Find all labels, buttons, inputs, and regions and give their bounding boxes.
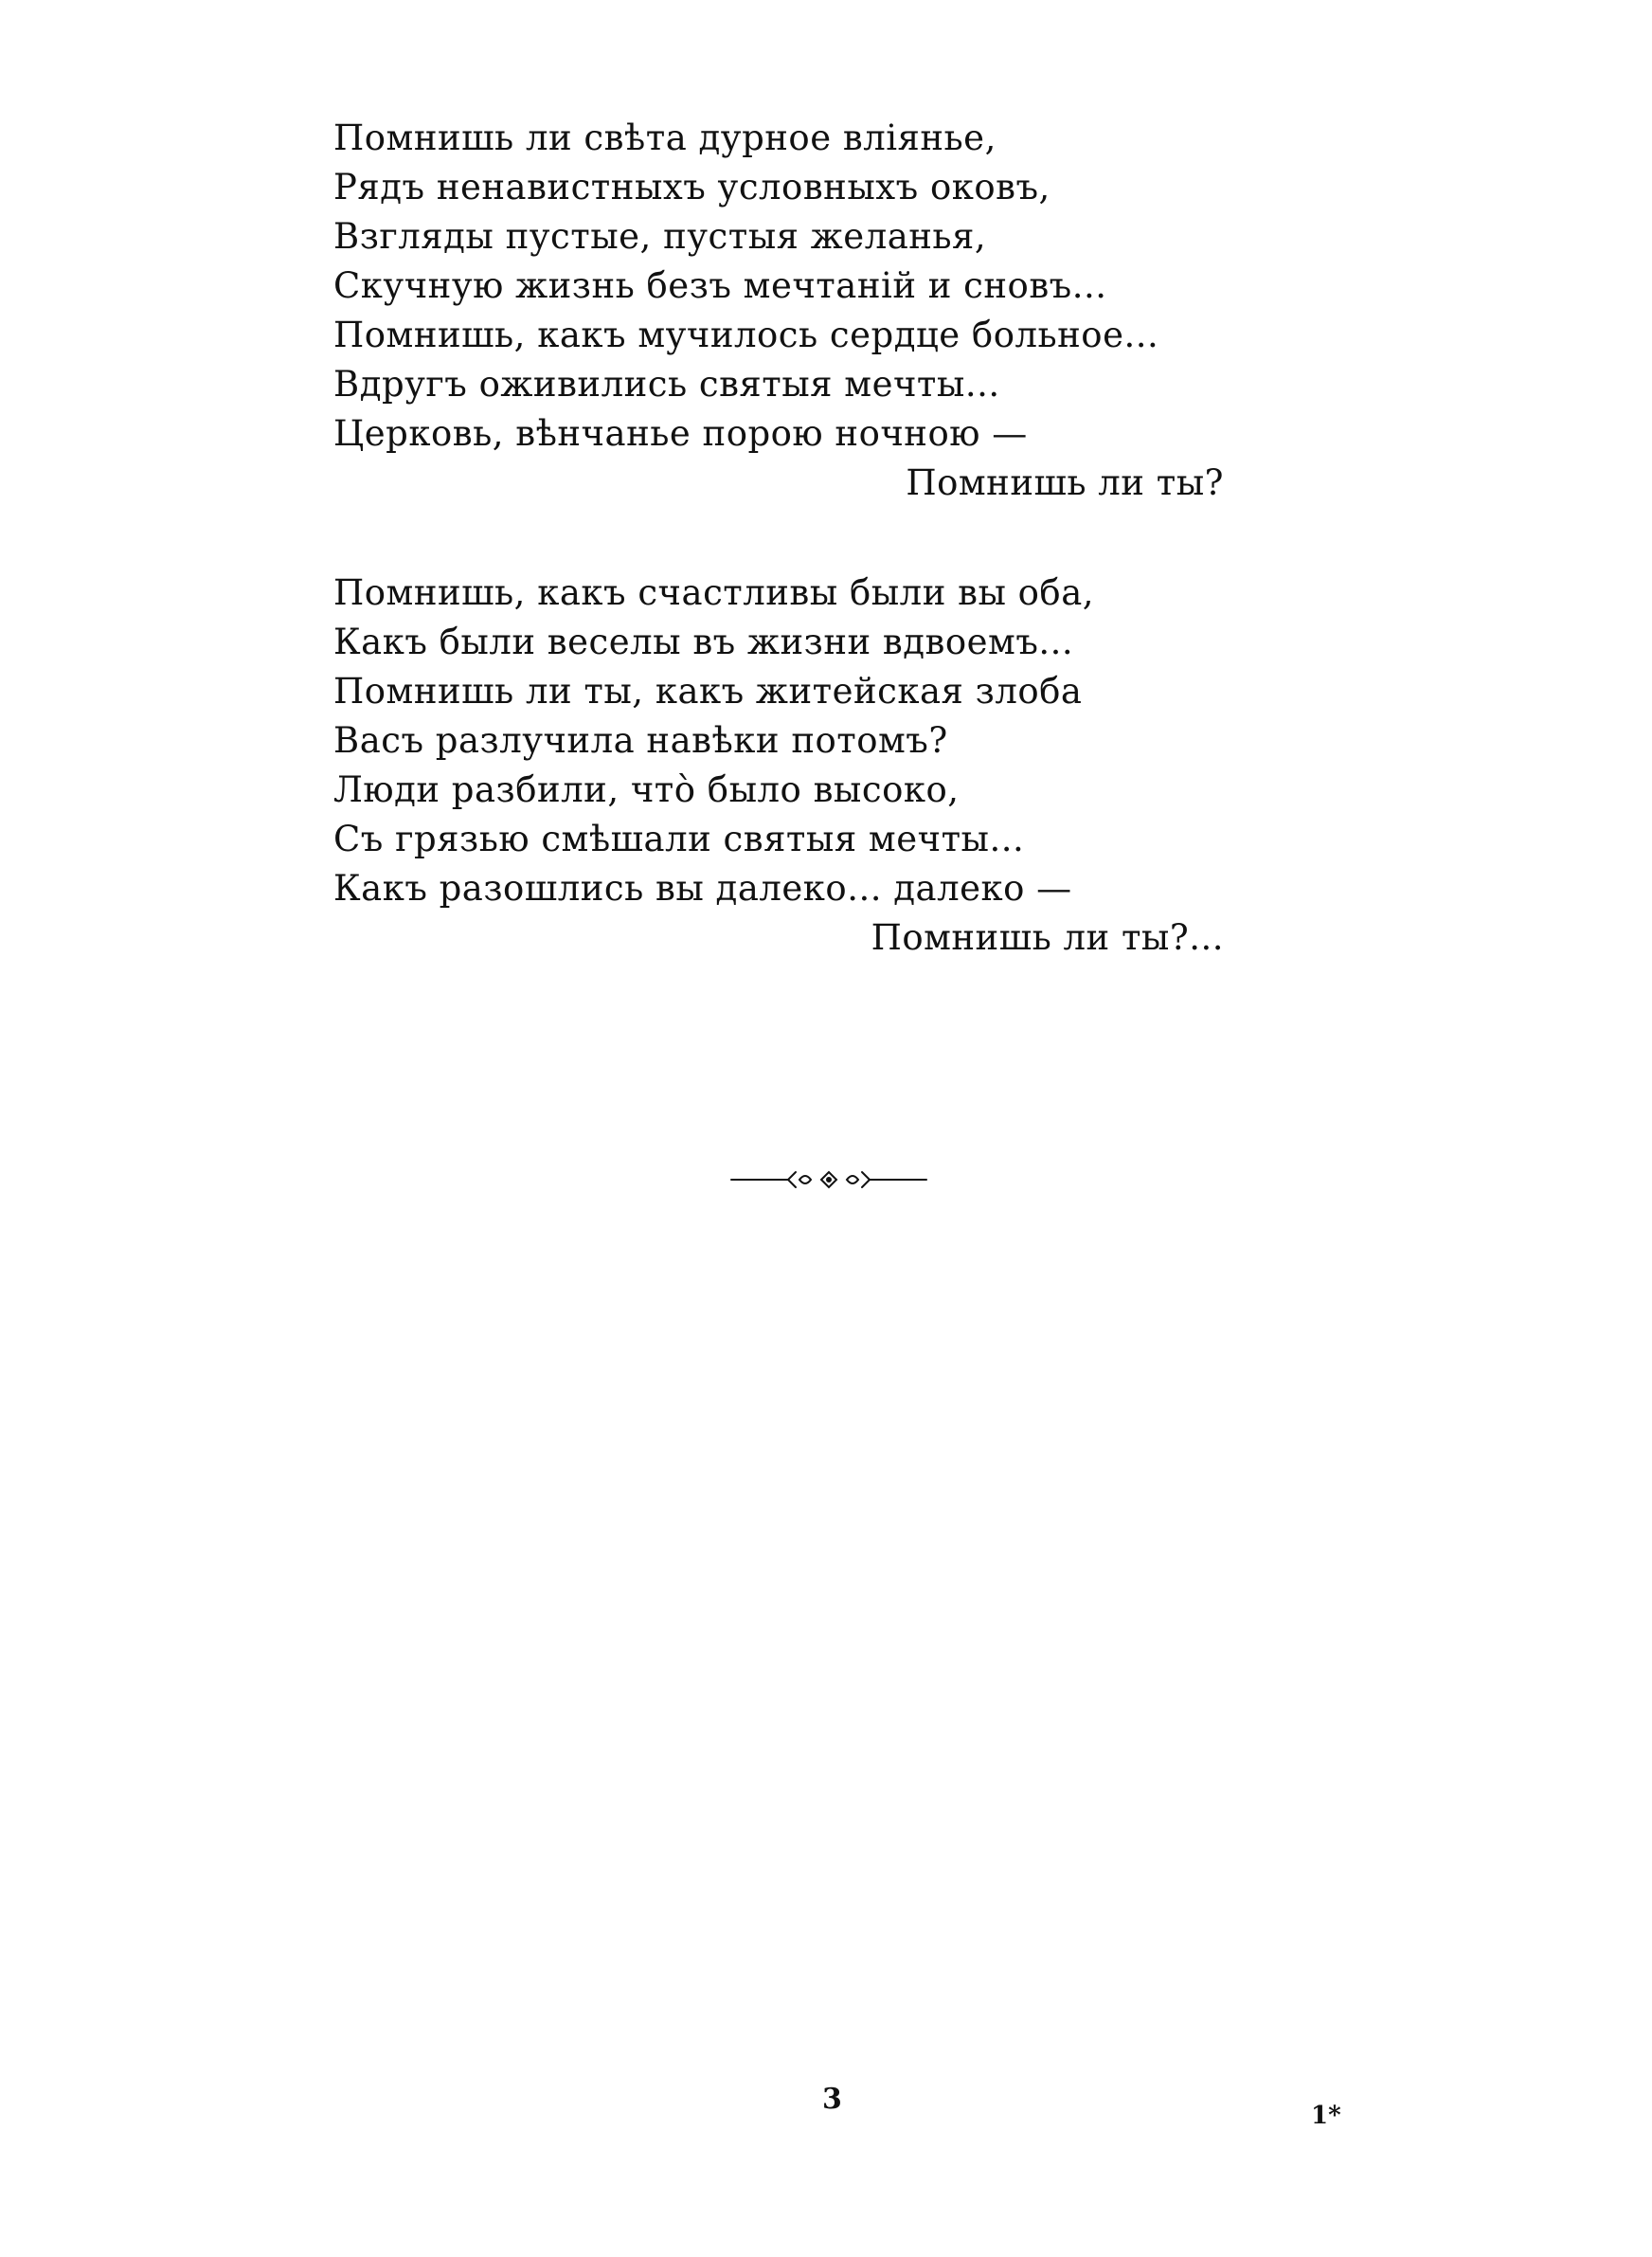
poem-line: Какъ разошлись вы далеко... далеко — xyxy=(333,868,1072,909)
stanza-2 xyxy=(333,569,1224,963)
signature-mark: 1* xyxy=(1311,2102,1341,2130)
stanza-1 xyxy=(333,114,1224,508)
poem-line: Взгляды пустые, пустыя желанья, xyxy=(333,216,987,257)
poem-refrain: Помнишь ли ты?... xyxy=(871,917,1224,958)
poem-line: Церковь, вѣнчанье порою ночною — xyxy=(333,413,1028,454)
poem-line: Помнишь, какъ счастливы были вы оба, xyxy=(333,572,1095,613)
poem-line: Помнишь, какъ мучилось сердце больное... xyxy=(333,315,1159,355)
poem-line: Съ грязью смѣшали святыя мечты... xyxy=(333,819,1025,859)
fleuron-divider-icon xyxy=(729,1161,928,1199)
poem-line: Помнишь ли свѣта дурное влiянье, xyxy=(333,117,997,158)
poem-line: Рядъ ненавистныхъ условныхъ оковъ, xyxy=(333,167,1050,208)
page-number: 3 xyxy=(822,2083,842,2116)
poem-line: Помнишь ли ты, какъ житейская злоба xyxy=(333,671,1083,712)
poem-line: Скучную жизнь безъ мечтанiй и сновъ... xyxy=(333,265,1107,306)
poem-line: Люди разбили, что̀ было высоко, xyxy=(333,769,960,810)
poem-refrain: Помнишь ли ты? xyxy=(906,462,1224,503)
poem-line: Васъ разлучила навѣки потомъ? xyxy=(333,720,948,761)
poem-line: Какъ были веселы въ жизни вдвоемъ... xyxy=(333,622,1074,662)
poem-line: Вдругъ оживились святыя мечты... xyxy=(333,364,1000,405)
